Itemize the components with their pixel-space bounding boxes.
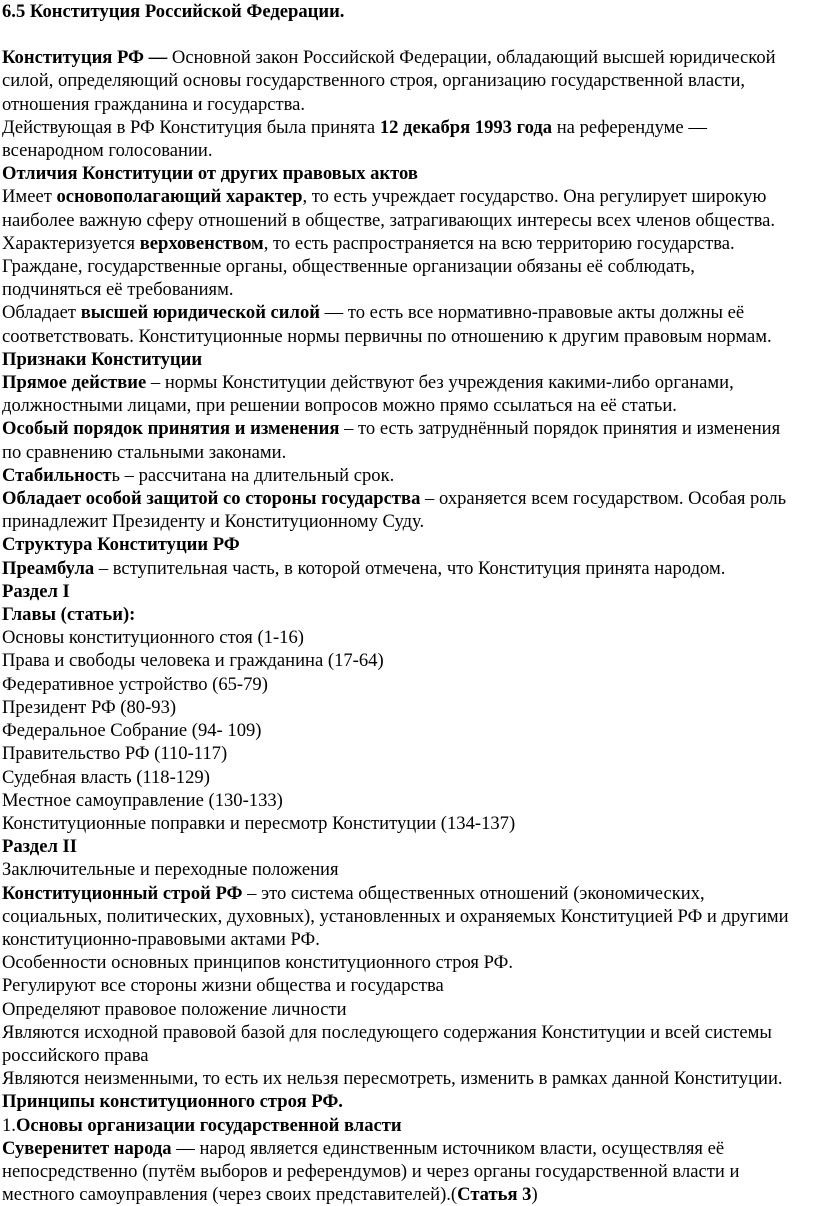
- text-run: Обладает: [2, 302, 81, 324]
- text-run: отношения гражданина и государства.: [2, 93, 306, 115]
- text-line: [2, 626, 810, 649]
- text-run: – нормы Конституции действуют без учреждения какими-либо органами,: [146, 372, 734, 394]
- text-line: [2, 1021, 810, 1044]
- text-line: [2, 394, 810, 417]
- text-run: Характеризуется: [2, 232, 140, 254]
- text-run: должностными лицами, при решении вопросов можно прямо ссылаться на её статьи.: [2, 395, 677, 417]
- text-line: [2, 649, 810, 672]
- text-line: [2, 557, 810, 580]
- text-run: силой, определяющий основы государственного строя, организацию государственной власти,: [2, 70, 746, 92]
- text-line: [2, 858, 810, 881]
- text-run: Правительство РФ (110-117): [2, 743, 228, 765]
- bold-text: Прямое действие: [2, 372, 147, 394]
- bold-text: Конституция РФ —: [2, 47, 172, 69]
- text-line: [2, 139, 810, 162]
- text-line: [2, 1067, 810, 1090]
- text-run: — то есть все нормативно-правовые акты должны её: [319, 302, 745, 324]
- bold-text: Суверенитет народа: [2, 1137, 172, 1159]
- bold-text: высшей юридической силой: [80, 302, 320, 324]
- text-line: [2, 232, 810, 255]
- text-line: [2, 255, 810, 278]
- document-title: 6.5 Конституция Российской Федерации.: [2, 1, 345, 22]
- text-line: [2, 1160, 810, 1183]
- text-line: [2, 46, 810, 69]
- text-line: [2, 325, 810, 348]
- text-line: [2, 1137, 810, 1160]
- text-line: [2, 905, 810, 928]
- text-run: по сравнению стальными законами.: [2, 441, 287, 463]
- bold-text: Основы организации государственной власти: [15, 1114, 402, 1136]
- text-line: [2, 464, 810, 487]
- text-line: [2, 998, 810, 1021]
- text-line: [2, 510, 810, 533]
- text-line: [2, 301, 810, 324]
- text-line: [2, 441, 810, 464]
- text-run: Особенности основных принципов конституционного строя РФ.: [2, 952, 513, 974]
- text-run: Основы конституционного стоя (1-16): [2, 627, 304, 649]
- bold-text: Принципы конституционного строя РФ.: [2, 1091, 343, 1113]
- bold-text: Раздел II: [2, 836, 78, 858]
- text-line: [2, 789, 810, 812]
- text-run: местного самоуправления (через своих представителей).(: [2, 1184, 458, 1206]
- text-run: Являются исходной правовой базой для последующего содержания Конституции и всей системы: [2, 1021, 772, 1043]
- text-run: принадлежит Президенту и Конституционному Суду.: [2, 511, 425, 533]
- text-run: Имеет: [2, 186, 57, 208]
- text-line: [2, 882, 810, 905]
- spacer: [2, 23, 810, 46]
- text-run: всенародном голосовании.: [2, 140, 213, 162]
- text-run: Федеративное устройство (65-79): [2, 673, 268, 695]
- bold-text: Признаки Конституции: [2, 348, 203, 370]
- bold-text: Отличия Конституции от других правовых актов: [2, 163, 418, 185]
- text-line: [2, 1183, 810, 1206]
- text-run: – это система общественных отношений (экономических,: [242, 882, 705, 904]
- text-line: [2, 1044, 810, 1067]
- text-line: [2, 371, 810, 394]
- text-run: , то есть учреждает государство. Она регулирует широкую: [302, 186, 767, 208]
- bold-text: Главы (статьи):: [2, 604, 136, 626]
- text-line: [2, 348, 810, 371]
- text-line: [2, 696, 810, 719]
- text-line: [2, 974, 810, 997]
- text-line: [2, 487, 810, 510]
- text-run: на референдуме —: [552, 116, 707, 138]
- text-run: 1.: [2, 1114, 16, 1136]
- bold-text: основополагающий характер: [56, 186, 303, 208]
- text-run: – охраняется всем государством. Особая роль: [420, 488, 787, 510]
- text-line: [2, 951, 810, 974]
- text-run: ): [531, 1184, 538, 1206]
- bold-text: верховенством: [139, 232, 264, 254]
- text-run: Конституционные поправки и пересмотр Конституции (134-137): [2, 812, 516, 834]
- text-run: Президент РФ (80-93): [2, 696, 177, 718]
- bold-text: Особый порядок принятия и изменения: [2, 418, 340, 440]
- text-run: – то есть затруднённый порядок принятия и изменения: [339, 418, 781, 440]
- bold-text: Преамбула: [2, 557, 95, 579]
- bold-text: Конституционный строй РФ: [2, 882, 243, 904]
- text-run: Являются неизменными, то есть их нельзя пересмотреть, изменить в рамках данной Конституции.: [2, 1068, 783, 1090]
- bold-text: Структура Конституции РФ: [2, 534, 240, 556]
- text-run: российского права: [2, 1044, 149, 1066]
- text-line: [2, 185, 810, 208]
- text-line: [2, 278, 810, 301]
- text-line: [2, 69, 810, 92]
- text-run: — народ является единственным источником власти, осуществляя её: [171, 1137, 725, 1159]
- text-line: [2, 580, 810, 603]
- text-run: Местное самоуправление (130-133): [2, 789, 283, 811]
- text-line: [2, 1114, 810, 1137]
- text-line: [2, 93, 810, 116]
- text-run: Права и свободы человека и гражданина (17-64): [2, 650, 384, 672]
- text-run: непосредственно (путём выборов и референдумов) и через органы государственной власти и: [2, 1160, 740, 1182]
- text-line: [2, 116, 810, 139]
- bold-text: Статья 3: [457, 1184, 532, 1206]
- text-run: Определяют правовое положение личности: [2, 998, 347, 1020]
- text-run: Основной закон Российской Федерации, обладающий высшей юридической: [171, 47, 776, 69]
- text-line: [2, 162, 810, 185]
- text-run: социальных, политических, духовных), установленных и охраняемых Конституцией РФ и другими: [2, 905, 789, 927]
- text-run: Действующая в РФ Конституция была принята: [2, 116, 380, 138]
- text-line: [2, 603, 810, 626]
- text-run: – вступительная часть, в которой отмечена, что Конституция принята народом.: [94, 557, 726, 579]
- bold-text: Стабильност: [2, 464, 112, 486]
- text-line: [2, 766, 810, 789]
- text-line: [2, 209, 810, 232]
- text-line: [2, 533, 810, 556]
- text-run: Заключительные и переходные положения: [2, 859, 339, 881]
- bold-text: Обладает особой защитой со стороны государства: [2, 488, 421, 510]
- text-run: Судебная власть (118-129): [2, 766, 210, 788]
- text-run: Граждане, государственные органы, общественные организации обязаны её соблюдать,: [2, 256, 695, 278]
- text-line: [2, 719, 810, 742]
- text-line: [2, 812, 810, 835]
- text-run: соответствовать. Конституционные нормы первичны по отношению к другим правовым нормам.: [2, 325, 772, 347]
- text-line: [2, 673, 810, 696]
- text-run: конституционно-правовыми актами РФ.: [2, 928, 320, 950]
- document-body: [2, 46, 810, 1206]
- text-line: [2, 1090, 810, 1113]
- text-run: Федеральное Собрание (94- 109): [2, 720, 262, 742]
- text-run: подчиняться её требованиям.: [2, 279, 234, 301]
- text-run: наиболее важную сферу отношений в обществе, затрагивающих интересы всех членов общества.: [2, 209, 776, 231]
- text-run: ь – рассчитана на длительный срок.: [111, 464, 395, 486]
- bold-text: 12 декабря 1993 года: [379, 116, 553, 138]
- text-run: Регулируют все стороны жизни общества и государства: [2, 975, 444, 997]
- text-line: [2, 742, 810, 765]
- bold-text: Раздел I: [2, 580, 70, 602]
- text-run: , то есть распространяется на всю территорию государства.: [263, 232, 735, 254]
- text-line: [2, 928, 810, 951]
- text-line: [2, 417, 810, 440]
- text-line: [2, 835, 810, 858]
